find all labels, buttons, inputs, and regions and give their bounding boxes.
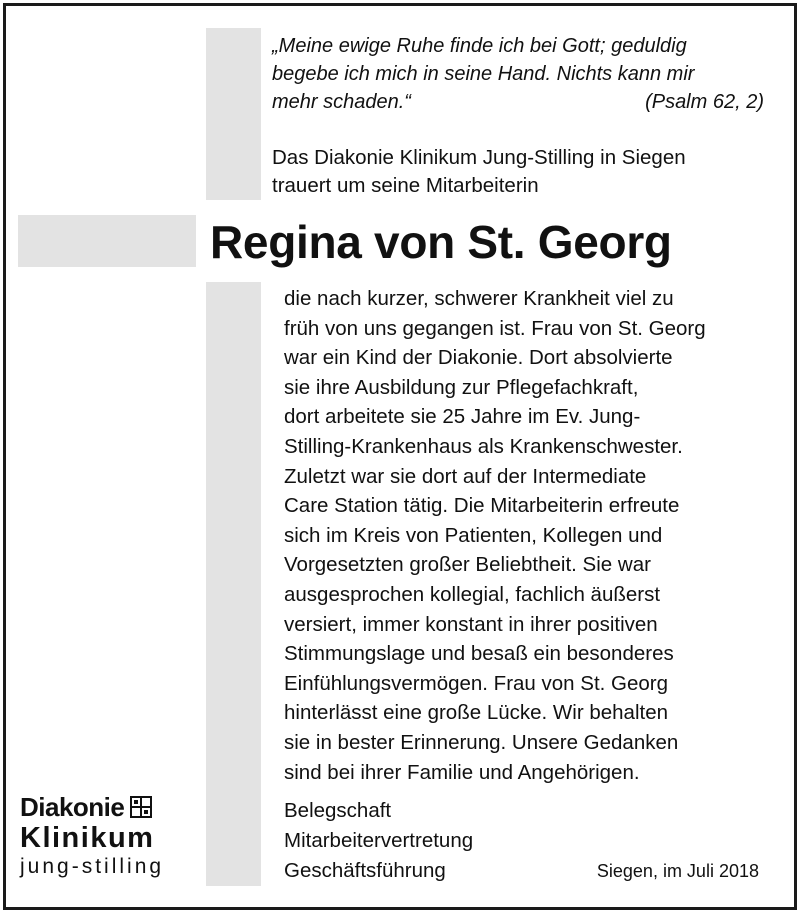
body-line: Stilling-Krankenhaus als Krankenschwester. [284,434,683,458]
obituary-body [284,284,764,787]
intro-line: trauert um seine Mitarbeiterin [272,174,539,197]
quote-line: begebe ich mich in seine Hand. Nichts kann mir [272,63,695,85]
place-and-date: Siegen, im Juli 2018 [596,861,759,881]
quote-line: „Meine ewige Ruhe finde ich bei Gott; geduldig [272,35,687,57]
quote-line-last [272,88,772,116]
body-line: Care Station tätig. Die Mitarbeiterin erfreute [284,494,680,518]
deceased-name: Regina von St. Georg [210,216,672,268]
signers-list [284,796,473,886]
signer: Geschäftsführung [284,859,446,882]
logo-line-1 [20,792,200,822]
logo-text-jung-stilling: jung-stilling [20,855,165,878]
body-line: ausgesprochen kollegial, fachlich äußerst [284,582,661,606]
body-line: sind bei ihrer Familie und Angehörigen. [284,760,640,784]
cross-horizontal-beam [18,215,196,267]
body-line: sie ihre Ausbildung zur Pflegefachkraft, [284,375,639,399]
body-line: früh von uns gegangen ist. Frau von St. Georg [284,316,706,340]
body-line: sie in bester Erinnerung. Unsere Gedanken [284,730,679,754]
intro-line: Das Diakonie Klinikum Jung-Stilling in Siegen [272,146,686,169]
psalm-quote [272,32,772,116]
diakonie-cross-logo-icon [130,796,152,818]
body-line: die nach kurzer, schwerer Krankheit viel zu [284,287,674,310]
quote-line: mehr schaden.“ [272,91,411,113]
body-line: versiert, immer konstant in ihrer positiven [284,612,658,636]
diakonie-klinikum-logo [20,792,200,880]
body-line: Zuletzt war sie dort auf der Intermediate [284,464,647,488]
body-line: war ein Kind der Diakonie. Dort absolvierte [284,346,673,370]
quote-source: (Psalm 62, 2) [645,91,764,113]
body-line: Vorgesetzten großer Beliebtheit. Sie war [284,553,651,577]
intro-text [272,144,772,200]
cross-lower-beam [206,282,261,886]
body-line: Einfühlungsvermögen. Frau von St. Georg [284,671,669,695]
signer: Mitarbeitervertretung [284,829,474,852]
body-line: dort arbeitete sie 25 Jahre im Ev. Jung- [284,405,641,429]
logo-text-diakonie: Diakonie [20,792,125,822]
cross-upper-beam [206,28,261,200]
body-line: hinterlässt eine große Lücke. Wir behalten [284,701,669,725]
body-line: Stimmungslage und besaß ein besonderes [284,642,674,666]
logo-text-klinikum: Klinikum [20,822,155,854]
body-line: sich im Kreis von Patienten, Kollegen und [284,523,663,547]
signer: Belegschaft [284,799,392,822]
